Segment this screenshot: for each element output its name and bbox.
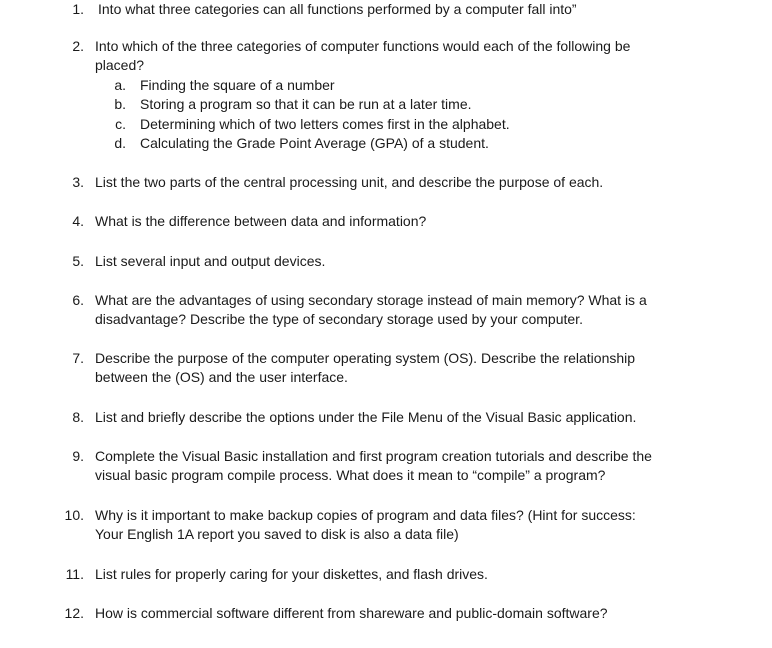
- sub-item-text: Storing a program so that it can be run at a later time.: [140, 96, 472, 112]
- question-number: 4.: [72, 213, 84, 229]
- question-number: 3.: [72, 174, 84, 190]
- question-text-line-2: visual basic program compile process. What does it mean to “compile” a program?: [95, 467, 606, 483]
- question-number: 2.: [72, 38, 84, 54]
- sub-item-text: Calculating the Grade Point Average (GPA) of a student.: [140, 135, 489, 151]
- sub-item-text: Finding the square of a number: [140, 77, 335, 93]
- question-text-line-2: between the (OS) and the user interface.: [95, 369, 348, 385]
- question-text-line-2: disadvantage? Describe the type of secondary storage used by your computer.: [95, 311, 583, 327]
- sub-item-text: Determining which of two letters comes first in the alphabet.: [140, 116, 510, 132]
- sub-item-letter: b.: [114, 96, 126, 112]
- question-text: List the two parts of the central processing unit, and describe the purpose of each.: [95, 174, 604, 190]
- question-text-line-1: Why is it important to make backup copies of program and data files? (Hint for success:: [95, 507, 636, 523]
- question-text: Into what three categories can all functions performed by a computer fall into”: [98, 1, 577, 17]
- sub-item-letter: c.: [115, 116, 126, 132]
- question-text-line-1: Describe the purpose of the computer operating system (OS). Describe the relationship: [95, 350, 636, 366]
- question-text-line-2: placed?: [95, 57, 145, 73]
- question-text: List rules for properly caring for your diskettes, and flash drives.: [95, 566, 488, 582]
- question-number: 5.: [72, 253, 84, 269]
- question-number: 8.: [72, 409, 84, 425]
- question-number: 11.: [65, 566, 84, 582]
- question-text-line-1: Complete the Visual Basic installation and first program creation tutorials and describe the: [95, 448, 652, 464]
- question-text: How is commercial software different from shareware and public-domain software?: [95, 605, 608, 621]
- question-number: 9.: [72, 448, 84, 464]
- question-number: 10.: [64, 507, 84, 523]
- question-text-line-1: What are the advantages of using secondary storage instead of main memory? What is a: [95, 292, 647, 308]
- sub-item-letter: d.: [114, 135, 126, 151]
- question-number: 12.: [64, 605, 84, 621]
- question-text: What is the difference between data and information?: [95, 213, 427, 229]
- question-number: 7.: [72, 350, 84, 366]
- question-number: 1.: [72, 1, 84, 17]
- question-number: 6.: [72, 292, 84, 308]
- question-text-line-1: Into which of the three categories of computer functions would each of the following be: [95, 38, 631, 54]
- question-text: List several input and output devices.: [95, 253, 326, 269]
- question-text-line-2: Your English 1A report you saved to disk is also a data file): [95, 526, 459, 542]
- sub-item-letter: a.: [114, 77, 126, 93]
- question-text: List and briefly describe the options under the File Menu of the Visual Basic application.: [95, 409, 637, 425]
